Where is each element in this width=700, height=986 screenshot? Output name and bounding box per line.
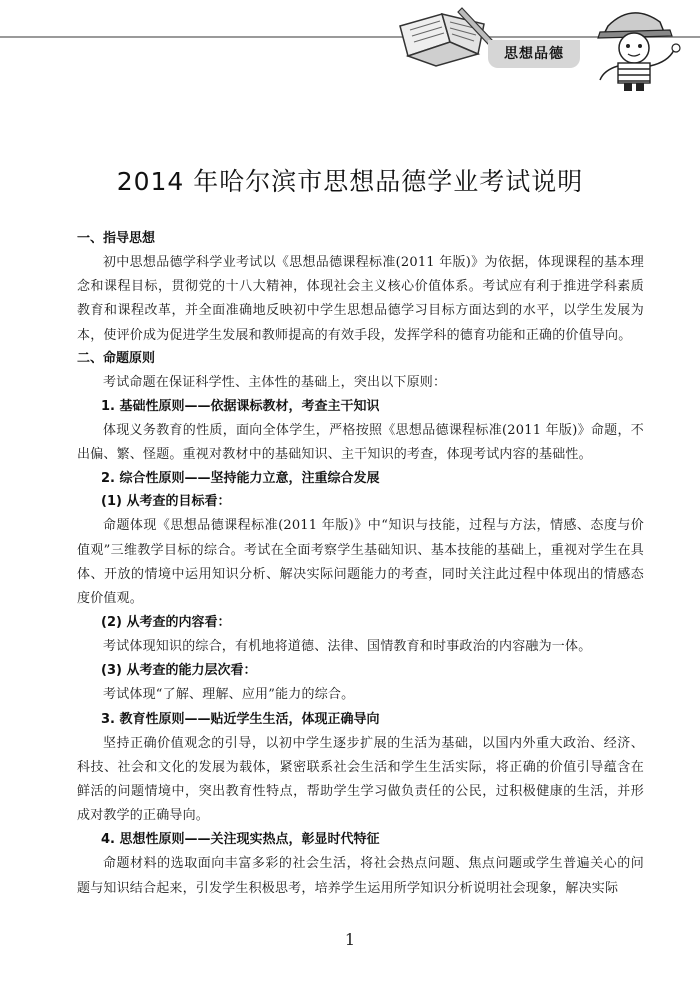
- cartoon-boy-icon: [578, 0, 690, 92]
- subsection-heading: (3) 从考查的能力层次看：: [101, 663, 257, 679]
- document-body: [77, 228, 644, 901]
- subsection-heading: 3. 教育性原则——贴近学生生活，体现正确导向: [101, 711, 380, 727]
- paragraph: 命题体现《思想品德课程标准(2011 年版)》中“知识与技能，过程与方法，情感、态度与价值观”三维教学目标的综合。考试在全面考察学生基础知识、基本技能的基础上，重视对学生在具体、开放的情境中运用知识分析、解决实际问题能力的考查，同时关注此过程中体现出的情感态度价值观。: [77, 518, 644, 607]
- open-book-icon: [392, 2, 498, 70]
- section-heading: 一、指导思想: [77, 231, 156, 246]
- paragraph: 初中思想品德学科学业考试以《思想品德课程标准(2011 年版)》为依据，体现课程的基本理念和课程目标，贯彻党的十八大精神，体现社会主义核心价值体系。考试应有利于推进学科素质教育和课程改革，并全面准确地反映初中学生思想品德学习目标方面达到的水平，以学生发展为本，使评价成为促进学生发展和教师提高的有效手段，发挥学科的德育功能和正确的价值导向。: [77, 255, 644, 343]
- subsection-heading: (2) 从考查的内容看：: [101, 615, 231, 631]
- subject-badge: 思想品德: [488, 40, 580, 68]
- paragraph: 体现义务教育的性质，面向全体学生，严格按照《思想品德课程标准(2011 年版)》命题，不出偏、繁、怪题。重视对教材中的基础知识、主干知识的考查，体现考试内容的基础性。: [77, 423, 644, 463]
- section-heading: 二、命题原则: [77, 350, 156, 366]
- paragraph: 考试体现“了解、理解、应用”能力的综合。: [103, 687, 355, 703]
- paragraph: 命题材料的选取面向丰富多彩的社会生活，将社会热点问题、焦点问题或学生普遍关心的问题与知识结合起来，引发学生积极思考，培养学生运用所学知识分析说明社会现象，解决实际: [77, 856, 644, 896]
- page-number: 1: [344, 930, 356, 949]
- subsection-heading: 4. 思想性原则——关注现实热点，彰显时代特征: [101, 832, 380, 848]
- page-title: 2014 年哈尔滨市思想品德学业考试说明: [116, 167, 584, 196]
- paragraph: 考试体现知识的综合，有机地将道德、法律、国情教育和时事政治的内容融为一体。: [103, 639, 592, 655]
- subsection-heading: 1. 基础性原则——依据课标教材，考查主干知识: [101, 399, 380, 415]
- paragraph: 考试命题在保证科学性、主体性的基础上，突出以下原则：: [103, 374, 447, 390]
- subsection-heading: (1) 从考查的目标看：: [101, 494, 231, 510]
- paragraph: 坚持正确价值观念的引导，以初中学生逐步扩展的生活为基础，以国内外重大政治、经济、科技、社会和文化的发展为载体，紧密联系社会生活和学生生活实际，将正确的价值引导蕴含在鲜活的问题情境中，突出教育性特点，帮助学生学习做负责任的公民，过积极健康的生活，并形成对教学的正确导向。: [77, 735, 644, 824]
- subsection-heading: 2. 综合性原则——坚持能力立意，注重综合发展: [101, 471, 380, 487]
